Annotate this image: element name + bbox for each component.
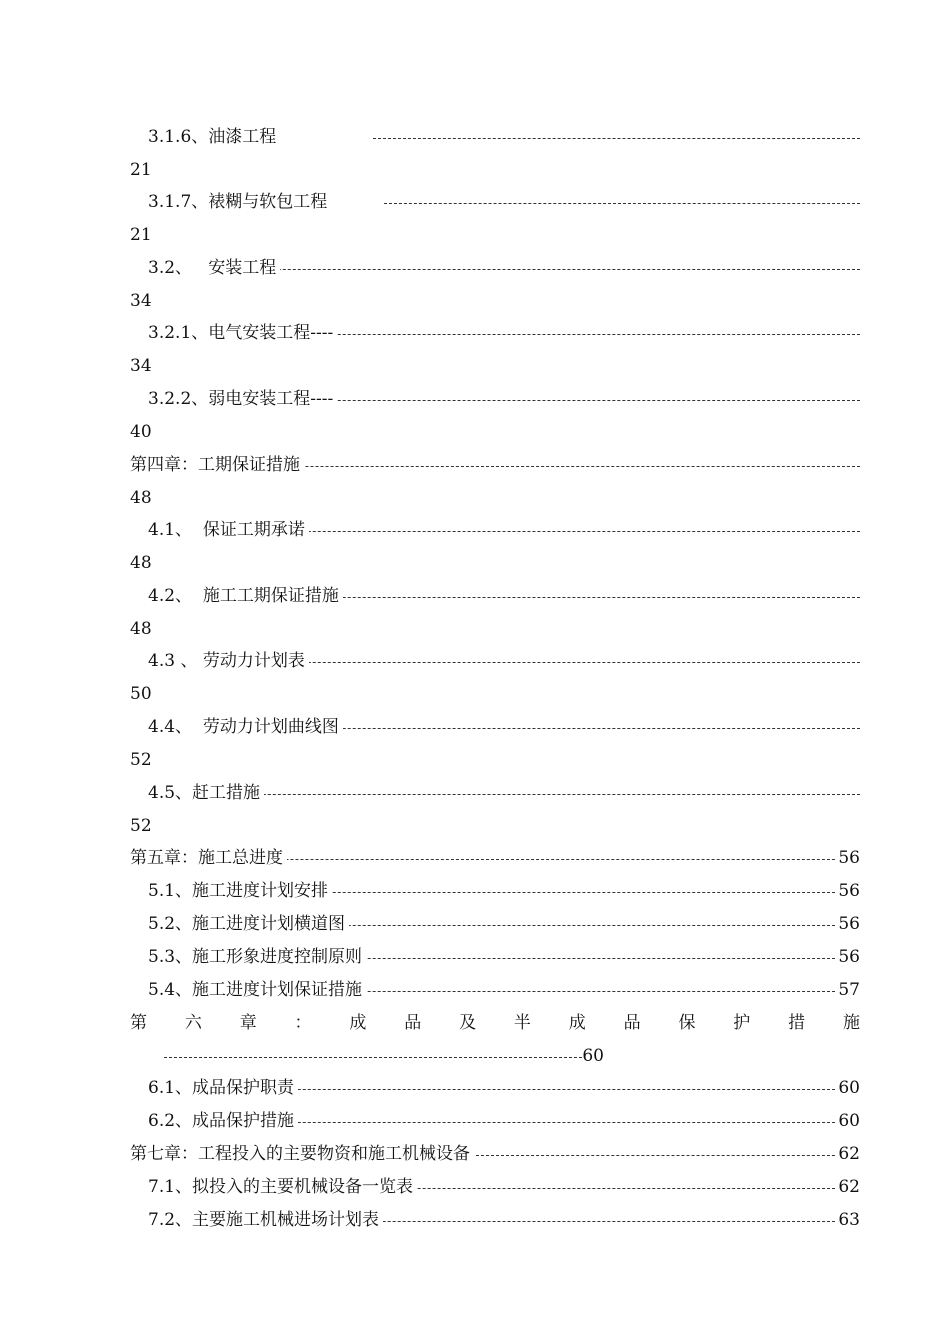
toc-entry-3-2-2[interactable] xyxy=(148,386,860,412)
toc-entry-title: 3.2.1、电气安装工程---- xyxy=(148,323,337,343)
toc-entry-title: 6.1、成品保护职责 xyxy=(148,1078,298,1098)
toc-entry-title: 3.2、 安装工程 xyxy=(148,258,280,278)
toc-entry-chapter-4[interactable] xyxy=(130,452,860,478)
toc-entry-title: 第七章：工程投入的主要物资和施工机械设备 xyxy=(130,1144,474,1164)
toc-page-number: 34 xyxy=(130,291,152,311)
toc-title-char: 及 xyxy=(459,1013,477,1033)
toc-title-char: 品 xyxy=(623,1013,641,1033)
toc-title-char: 施 xyxy=(842,1013,860,1033)
toc-page-number: 21 xyxy=(130,160,152,180)
toc-entry-title: 第五章：施工总进度 xyxy=(130,848,287,868)
toc-entry-6-1[interactable] xyxy=(148,1075,860,1101)
toc-page-number: 60 xyxy=(582,1046,604,1066)
toc-entry-title: 4.3 、 劳动力计划表 xyxy=(148,651,309,671)
toc-page-number: 62 xyxy=(835,1174,860,1200)
toc-entry-7-2[interactable] xyxy=(148,1207,860,1233)
toc-entry-title: 4.2、 施工工期保证措施 xyxy=(148,586,343,606)
toc-page-number: 56 xyxy=(835,911,860,937)
toc-entry-4-2[interactable] xyxy=(148,583,860,609)
toc-entry-title: 5.2、施工进度计划横道图 xyxy=(148,914,349,934)
toc-title-char: ： xyxy=(294,1013,312,1033)
toc-entry-chapter-7[interactable] xyxy=(130,1141,860,1167)
toc-page-number: 48 xyxy=(130,553,152,573)
toc-entry-5-3[interactable] xyxy=(148,944,860,970)
toc-title-char: 保 xyxy=(678,1013,696,1033)
toc-entry-title: 3.1.7、裱糊与软包工程 xyxy=(148,192,331,212)
toc-page-number: 60 xyxy=(835,1108,860,1134)
toc-page-number: 62 xyxy=(835,1141,860,1167)
toc-entry-3-1-7[interactable] xyxy=(148,189,860,215)
toc-page-number: 52 xyxy=(130,750,152,770)
toc-title-char: 护 xyxy=(733,1013,751,1033)
toc-title-char: 第 xyxy=(130,1013,147,1033)
toc-title-char: 半 xyxy=(513,1013,531,1033)
toc-entry-7-1[interactable] xyxy=(148,1174,860,1200)
toc-page-number: 63 xyxy=(835,1207,860,1233)
toc-entry-5-1[interactable] xyxy=(148,878,860,904)
toc-entry-title: 7.1、拟投入的主要机械设备一览表 xyxy=(148,1177,417,1197)
toc-page-number: 56 xyxy=(835,944,860,970)
toc-entry-title: 3.1.6、油漆工程 xyxy=(148,127,280,147)
toc-page-number: 50 xyxy=(130,684,152,704)
toc-title-char: 品 xyxy=(404,1013,422,1033)
toc-entry-3-1-6[interactable] xyxy=(148,124,860,150)
toc-page-number: 60 xyxy=(835,1075,860,1101)
toc-entry-title: 5.3、施工形象进度控制原则 xyxy=(148,947,366,967)
toc-leader xyxy=(384,203,860,204)
toc-entry-title: 5.1、施工进度计划安排 xyxy=(148,881,332,901)
toc-entry-title: 5.4、施工进度计划保证措施 xyxy=(148,980,366,1000)
toc-page-number: 48 xyxy=(130,619,152,639)
toc-entry-5-2[interactable] xyxy=(148,911,860,937)
toc-page-number: 40 xyxy=(130,422,152,442)
toc-page-number: 48 xyxy=(130,488,152,508)
toc-entry-3-2[interactable] xyxy=(148,255,860,281)
toc-entry-title: 4.1、 保证工期承诺 xyxy=(148,520,309,540)
toc-entry-title: 7.2、主要施工机械进场计划表 xyxy=(148,1210,383,1230)
toc-entry-chapter-6[interactable] xyxy=(130,1010,860,1036)
toc-entry-4-4[interactable] xyxy=(148,714,860,740)
toc-entry-title: 4.5、赶工措施 xyxy=(148,783,264,803)
toc-entry-title: 第四章：工期保证措施 xyxy=(130,455,304,475)
toc-entry-4-5[interactable] xyxy=(148,780,860,806)
toc-entry-6-2[interactable] xyxy=(148,1108,860,1134)
toc-page-number: 21 xyxy=(130,225,152,245)
toc-title-char: 措 xyxy=(788,1013,806,1033)
toc-title-char: 成 xyxy=(349,1013,367,1033)
toc-leader xyxy=(164,1057,582,1058)
toc-page-number: 56 xyxy=(835,878,860,904)
toc-entry-4-3[interactable] xyxy=(148,648,860,674)
toc-leader xyxy=(373,138,860,139)
toc-title-char: 章 xyxy=(239,1013,257,1033)
toc-entry-chapter-5[interactable] xyxy=(130,845,860,871)
toc-title-char: 六 xyxy=(184,1013,202,1033)
toc-entry-3-2-1[interactable] xyxy=(148,320,860,346)
toc-entry-5-4[interactable] xyxy=(148,977,860,1003)
toc-title-char: 成 xyxy=(568,1013,586,1033)
toc-entry-chapter-6-leader xyxy=(164,1043,604,1069)
toc-page-number: 52 xyxy=(130,816,152,836)
toc-page-number: 34 xyxy=(130,356,152,376)
toc-entry-title: 3.2.2、弱电安装工程---- xyxy=(148,389,337,409)
toc-entry-4-1[interactable] xyxy=(148,517,860,543)
toc-page-number: 56 xyxy=(835,845,860,871)
toc-entry-title: 4.4、 劳动力计划曲线图 xyxy=(148,717,343,737)
toc-page-number: 57 xyxy=(835,977,860,1003)
toc-entry-title: 6.2、成品保护措施 xyxy=(148,1111,298,1131)
